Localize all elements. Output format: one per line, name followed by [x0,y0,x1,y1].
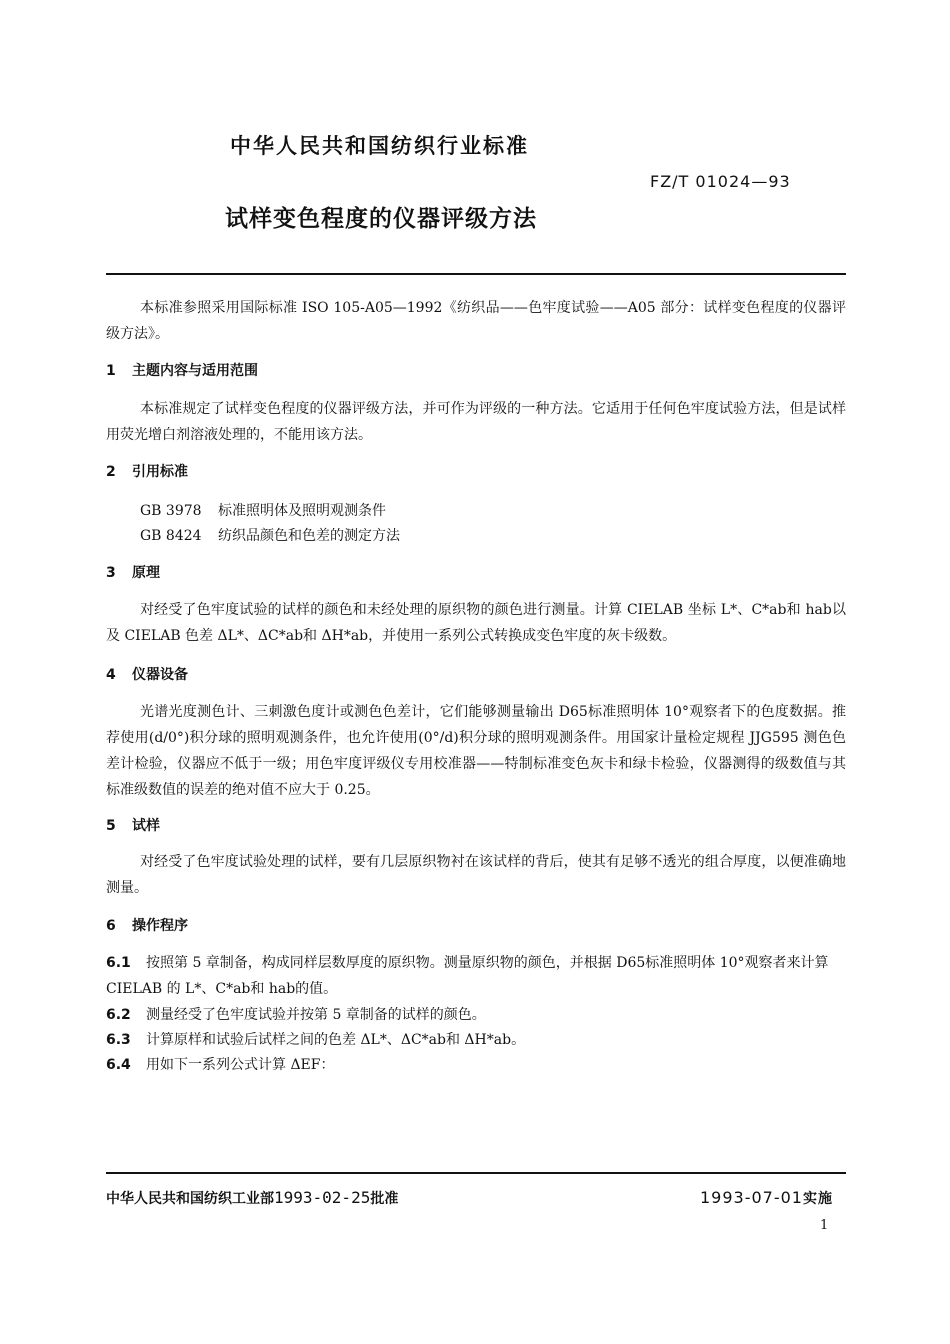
step-6-4: 6.4 用如下一系列公式计算 ΔEF： [106,1057,335,1073]
footer-divider [106,1172,846,1174]
section-1-heading: 1 主题内容与适用范围 [106,363,258,379]
standard-code: FZ/T 01024—93 [650,172,791,191]
section-6-heading: 6 操作程序 [106,918,188,934]
implementation-line: 1993-07-01实施 [700,1188,833,1207]
section-4-heading: 4 仪器设备 [106,667,188,683]
section-5-text: 对经受了色牢度试验处理的试样，要有几层原织物衬在该试样的背后，使其有足够不透光的组合厚度，以便准确地测量。 [106,854,846,896]
step-6-3: 6.3 计算原样和试验后试样之间的色差 ΔL*、ΔC*ab和 ΔH*ab。 [106,1032,526,1048]
section-5-heading: 5 试样 [106,818,160,834]
section-3-heading: 3 原理 [106,565,160,581]
section-4-text: 光谱光度测色计、三刺激色度计或测色色差计，它们能够测量输出 D65标准照明体 10°观察者下的色度数据。推荐使用(d/0°)积分球的照明观测条件，也允许使用(0°/d)积分球的照明观测条件。用国家计量检定规程 JJG595 测色色差计检验，仪器应不低于一级；用色牢度评级仪专用校准器——特制标准变色灰卡和绿卡检验，仪器测得的级数值与其标准级数值的误差的绝对值不应大于 0.25。 [106,704,846,798]
page-number: 1 [820,1218,829,1233]
step-6-2: 6.2 测量经受了色牢度试验并按第 5 章制备的试样的颜色。 [106,1007,486,1023]
step-6-1: 6.1 按照第 5 章制备，构成同样层数厚度的原织物。测量原织物的颜色，并根据 D65标准照明体 10°观察者来计算 CIELAB 的 L*、C*ab和 hab的值。 [106,955,829,997]
section-1-text: 本标准规定了试样变色程度的仪器评级方法，并可作为评级的一种方法。它适用于任何色牢度试验方法，但是试样用荧光增白剂溶液处理的，不能用该方法。 [106,401,846,443]
section-2-heading: 2 引用标准 [106,464,188,480]
intro-paragraph: 本标准参照采用国际标准 ISO 105-A05—1992《纺织品——色牢度试验——A05 部分：试样变色程度的仪器评级方法》。 [106,300,846,342]
reference-item: GB 8424 纺织品颜色和色差的测定方法 [140,528,400,544]
section-3-text: 对经受了色牢度试验的试样的颜色和未经处理的原织物的颜色进行测量。计算 CIELAB 坐标 L*、C*ab和 hab以及 CIELAB 色差 ΔL*、ΔC*ab和 ΔH*ab，并使用一系列公式转换成变色牢度的灰卡级数。 [106,602,846,644]
approval-line: 中华人民共和国纺织工业部1993-02-25批准 [106,1188,399,1207]
document-title: 试样变色程度的仪器评级方法 [225,206,537,232]
reference-item: GB 3978 标准照明体及照明观测条件 [140,503,386,519]
header-divider [106,273,846,275]
org-title: 中华人民共和国纺织行业标准 [230,134,529,158]
